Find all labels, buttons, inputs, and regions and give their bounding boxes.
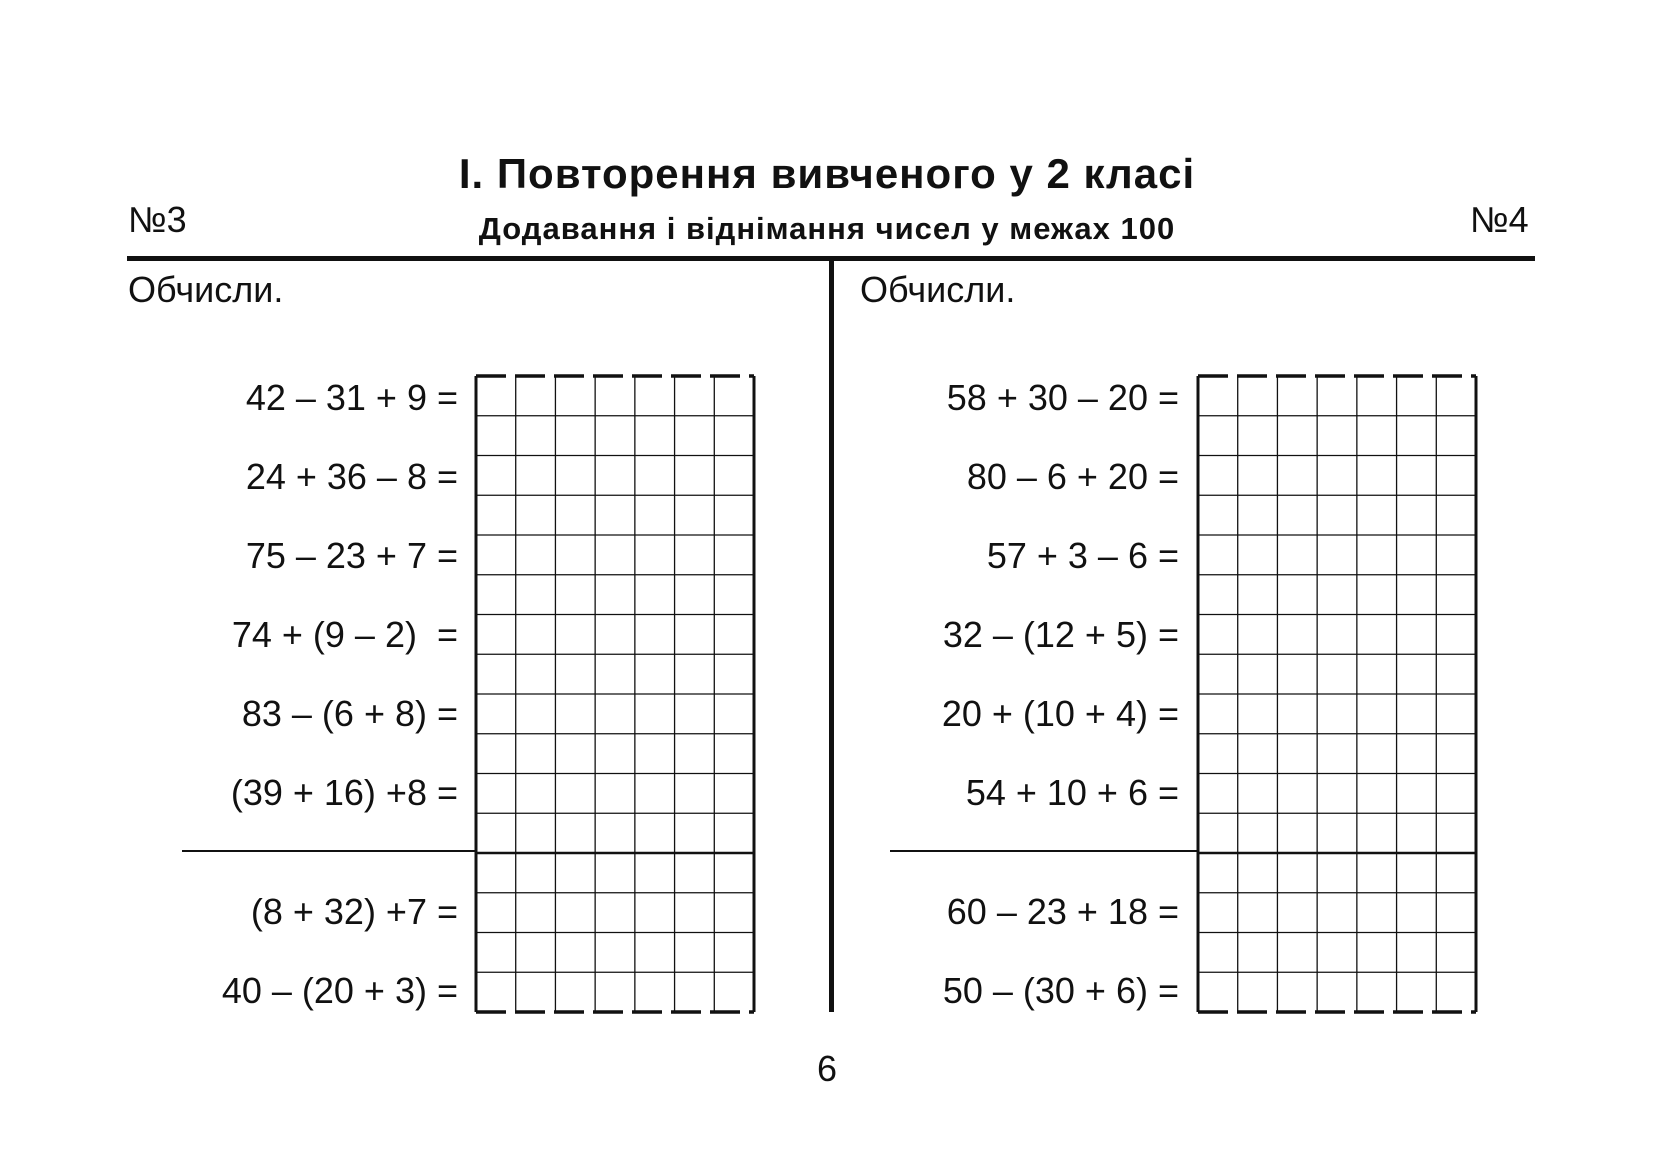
expression-left-6: (39 + 16) +8 = — [230, 772, 458, 813]
expression-right-6: 54 + 10 + 6 = — [965, 772, 1179, 813]
column-divider — [829, 258, 834, 1012]
expression-right-2: 80 – 6 + 20 = — [966, 456, 1179, 497]
expression-left-2: 24 + 36 – 8 = — [245, 456, 458, 497]
page-title: I. Повторення вивченого у 2 класі — [458, 150, 1196, 197]
expression-right-7: 60 – 23 + 18 = — [946, 891, 1179, 932]
expression-right-3: 57 + 3 – 6 = — [986, 535, 1179, 576]
page-number: 6 — [816, 1048, 838, 1089]
expression-left-3: 75 – 23 + 7 = — [245, 535, 458, 576]
exercise-number-left: №3 — [128, 199, 187, 240]
expression-left-4: 74 + (9 – 2) = — [231, 614, 458, 655]
expression-right-1: 58 + 30 – 20 = — [946, 377, 1179, 418]
expression-right-4: 32 – (12 + 5) = — [942, 614, 1179, 655]
page-subtitle: Додавання і віднімання чисел у межах 100 — [478, 211, 1176, 246]
instruction-left: Обчисли. — [128, 269, 284, 310]
expression-left-1: 42 – 31 + 9 = — [245, 377, 458, 418]
group-separator-left — [182, 850, 476, 852]
expression-right-8: 50 – (30 + 6) = — [942, 970, 1179, 1011]
group-separator-right — [890, 850, 1198, 852]
expression-left-7: (8 + 32) +7 = — [250, 891, 458, 932]
instruction-right: Обчисли. — [860, 269, 1016, 310]
expression-right-5: 20 + (10 + 4) = — [941, 693, 1179, 734]
expression-left-5: 83 – (6 + 8) = — [241, 693, 458, 734]
exercise-number-right: №4 — [1470, 199, 1529, 240]
expression-left-8: 40 – (20 + 3) = — [221, 970, 458, 1011]
answer-grid-left[interactable] — [476, 376, 754, 1012]
answer-grid-right[interactable] — [1198, 376, 1476, 1012]
